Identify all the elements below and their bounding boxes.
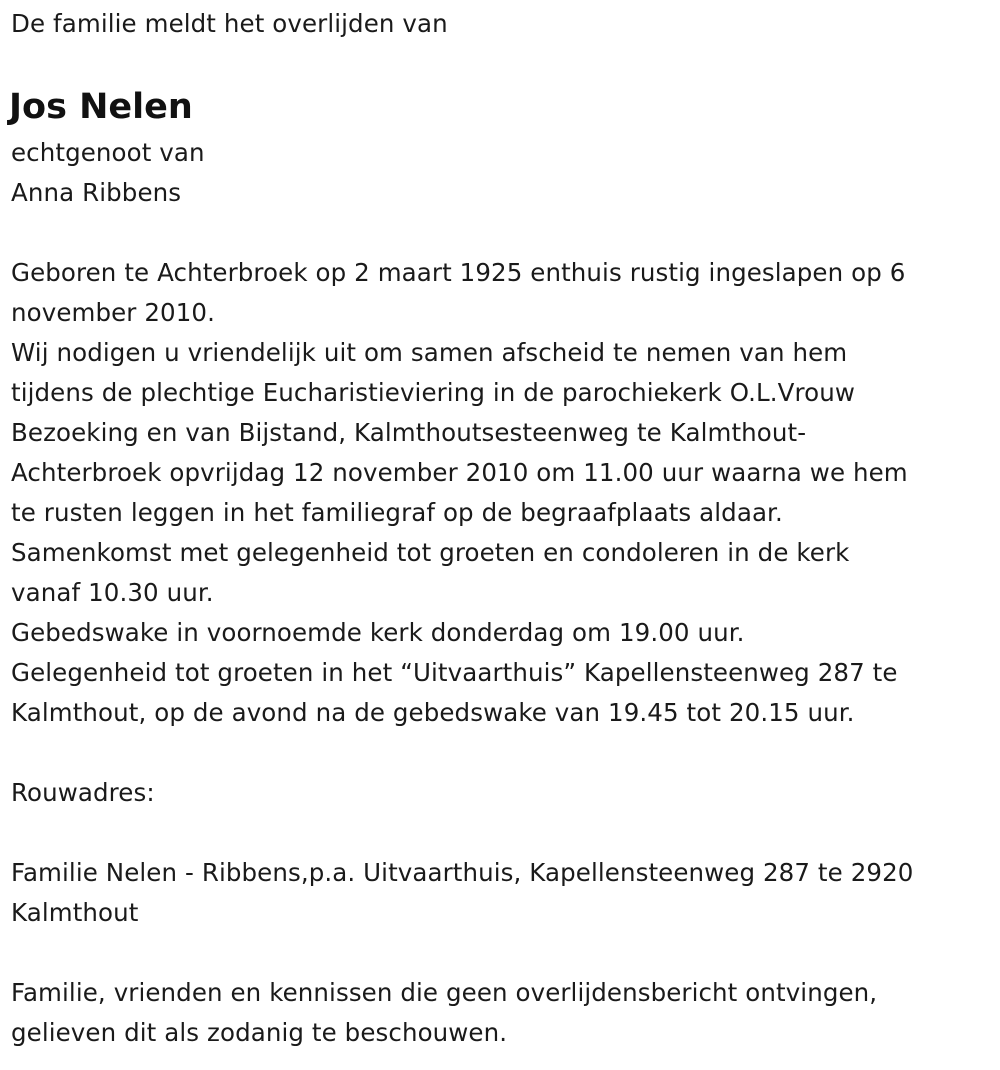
body-line: Bezoeking en van Bijstand, Kalmthoutsesteenweg te Kalmthout- (11, 418, 807, 447)
body-line: november 2010. (11, 298, 215, 327)
body-line: tijdens de plechtige Eucharistieviering in de parochiekerk O.L.Vrouw (11, 378, 855, 407)
body-line: Achterbroek opvrijdag 12 november 2010 om 11.00 uur waarna we hem (11, 458, 908, 487)
body-line: te rusten leggen in het familiegraf op de begraafplaats aldaar. (11, 498, 783, 527)
body-line: vanaf 10.30 uur. (11, 578, 214, 607)
closing-line: Familie, vrienden en kennissen die geen overlijdensbericht ontvingen, (11, 978, 878, 1007)
address-line: Kalmthout (11, 898, 139, 927)
intro-text: De familie meldt het overlijden van (11, 9, 448, 38)
body-line: Kalmthout, op de avond na de gebedswake van 19.45 tot 20.15 uur. (11, 698, 855, 727)
address-line: Familie Nelen - Ribbens,p.a. Uitvaarthuis, Kapellensteenweg 287 te 2920 (11, 858, 914, 887)
body-line: Wij nodigen u vriendelijk uit om samen afscheid te nemen van hem (11, 338, 848, 367)
address-label: Rouwadres: (11, 778, 155, 807)
deceased-name: Jos Nelen (9, 87, 193, 127)
relation-label: echtgenoot van (11, 138, 205, 167)
body-line: Gebedswake in voornoemde kerk donderdag om 19.00 uur. (11, 618, 745, 647)
body-line: Samenkomst met gelegenheid tot groeten en condoleren in de kerk (11, 538, 850, 567)
spouse-name: Anna Ribbens (11, 178, 182, 207)
body-line: Gelegenheid tot groeten in het “Uitvaarthuis” Kapellensteenweg 287 te (11, 658, 898, 687)
closing-line: gelieven dit als zodanig te beschouwen. (11, 1018, 508, 1047)
body-line: Geboren te Achterbroek op 2 maart 1925 enthuis rustig ingeslapen op 6 (11, 258, 906, 287)
